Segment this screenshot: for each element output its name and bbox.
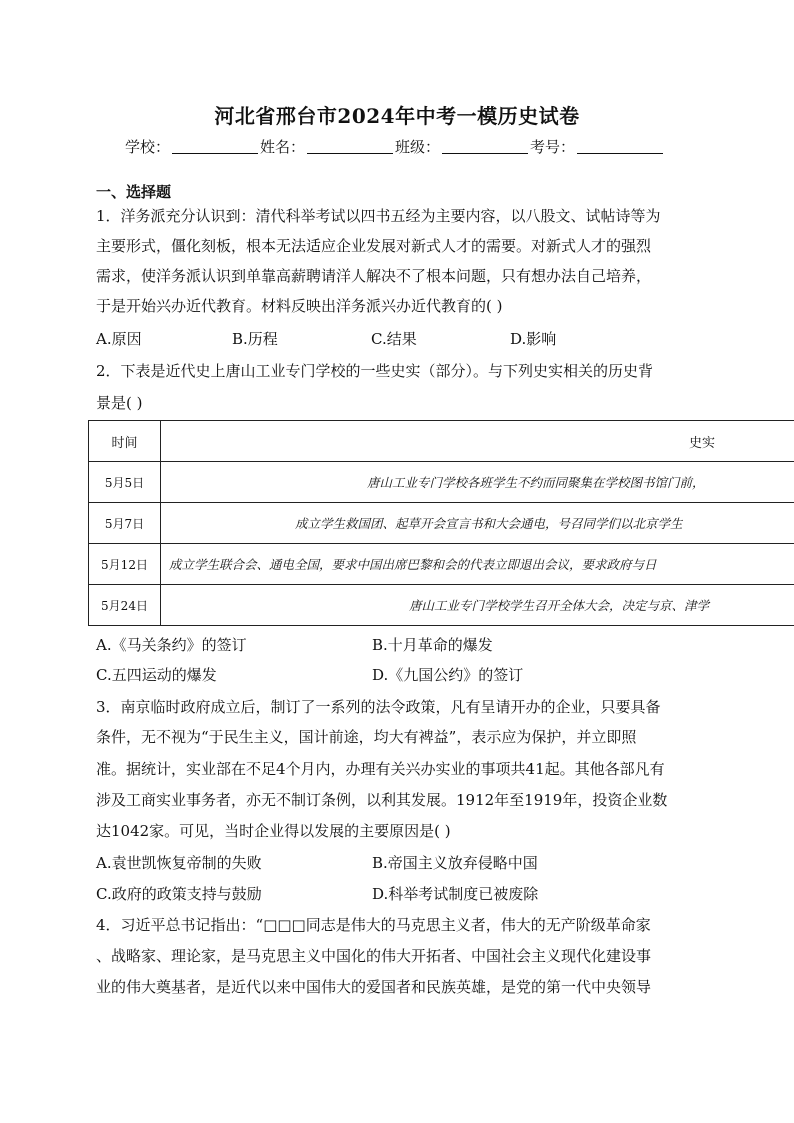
q3-option-c[interactable]: C.政府的政策支持与鼓励 — [96, 885, 262, 903]
row-date: 5月5日 — [89, 462, 161, 503]
q1-option-d[interactable]: D.影响 — [510, 330, 557, 348]
header-facts: 史实 — [161, 421, 794, 462]
q2-option-c[interactable]: C.五四运动的爆发 — [96, 666, 217, 684]
q4-line: 4．习近平总书记指出：“□□□同志是伟大的马克思主义者，伟大的无产阶级革命家 — [96, 916, 651, 934]
q1-line: 1．洋务派充分认识到：清代科举考试以四书五经为主要内容，以八股文、试帖诗等为 — [96, 207, 661, 225]
q1-line: 需求，使洋务派认识到单靠高薪聘请洋人解决不了根本问题，只有想办法自己培养， — [96, 267, 652, 285]
q1-option-c[interactable]: C.结果 — [371, 330, 417, 348]
q2-option-b[interactable]: B.十月革命的爆发 — [372, 636, 493, 654]
table-row — [89, 503, 794, 544]
q3-option-b[interactable]: B.帝国主义放弃侵略中国 — [372, 854, 538, 872]
q3-line: 涉及工商实业事务者，亦无不制订条例，以利其发展。1912年至1919年，投资企业数 — [96, 791, 668, 809]
row-date: 5月7日 — [89, 503, 161, 544]
q1-option-b[interactable]: B.历程 — [232, 330, 278, 348]
q1-line: 于是开始兴办近代教育。材料反映出洋务派兴办近代教育的( ) — [96, 297, 503, 315]
history-table — [88, 420, 794, 626]
table-row — [89, 544, 794, 585]
row-date: 5月12日 — [89, 544, 161, 585]
student-info-line — [125, 136, 665, 157]
q1-option-a[interactable]: A.原因 — [96, 330, 142, 348]
exam-number-blank[interactable] — [577, 139, 663, 154]
school-blank[interactable] — [172, 139, 258, 154]
row-fact: 唐山工业专门学校学生召开全体大会，决定与京、津学 — [161, 585, 794, 626]
row-fact: 成立学生救国团、起草开会宣言书和大会通电，号召同学们以北京学生 — [161, 503, 794, 544]
row-fact: 成立学生联合会、通电全国，要求中国出席巴黎和会的代表立即退出会议，要求政府与日 — [161, 544, 794, 585]
q3-line: 条件，无不视为“于民生主义，国计前途，均大有裨益”，表示应为保护，并立即照 — [96, 728, 637, 746]
name-blank[interactable] — [307, 139, 393, 154]
exam-title: 河北省邢台市2024年中考一模历史试卷 — [214, 104, 580, 128]
class-label: 班级： — [395, 138, 441, 156]
q3-option-d[interactable]: D.科举考试制度已被废除 — [372, 885, 539, 903]
table-header-row — [89, 421, 794, 462]
section-heading: 一、选择题 — [96, 183, 172, 201]
q3-line: 达1042家。可见，当时企业得以发展的主要原因是( ) — [96, 822, 451, 840]
q3-line: 3．南京临时政府成立后，制订了一系列的法令政策，凡有呈请开办的企业，只要具备 — [96, 698, 661, 716]
q4-line: 、战略家、理论家，是马克思主义中国化的伟大开拓者、中国社会主义现代化建设事 — [96, 947, 652, 965]
row-fact: 唐山工业专门学校各班学生不约而同聚集在学校图书馆门前， — [161, 462, 794, 503]
table-row — [89, 462, 794, 503]
row-date: 5月24日 — [89, 585, 161, 626]
exam-number-label: 考号： — [530, 138, 576, 156]
class-blank[interactable] — [442, 139, 528, 154]
table-row — [89, 585, 794, 626]
name-label: 姓名： — [260, 138, 306, 156]
q3-line: 准。据统计，实业部在不足4个月内，办理有关兴办实业的事项共41起。其他各部凡有 — [96, 760, 665, 778]
q2-option-a[interactable]: A.《马关条约》的签订 — [96, 636, 247, 654]
school-label: 学校： — [125, 138, 171, 156]
q2-option-d[interactable]: D.《九国公约》的签订 — [372, 666, 524, 684]
q2-line: 2．下表是近代史上唐山工业专门学校的一些史实（部分）。与下列史实相关的历史背 — [96, 362, 654, 380]
q4-line: 业的伟大奠基者，是近代以来中国伟大的爱国者和民族英雄，是党的第一代中央领导 — [96, 978, 652, 996]
header-time: 时间 — [89, 421, 161, 462]
q3-option-a[interactable]: A.袁世凯恢复帝制的失败 — [96, 854, 262, 872]
q1-line: 主要形式，僵化刻板，根本无法适应企业发展对新式人才的需要。对新式人才的强烈 — [96, 237, 652, 255]
q2-line: 景是( ) — [96, 394, 143, 412]
